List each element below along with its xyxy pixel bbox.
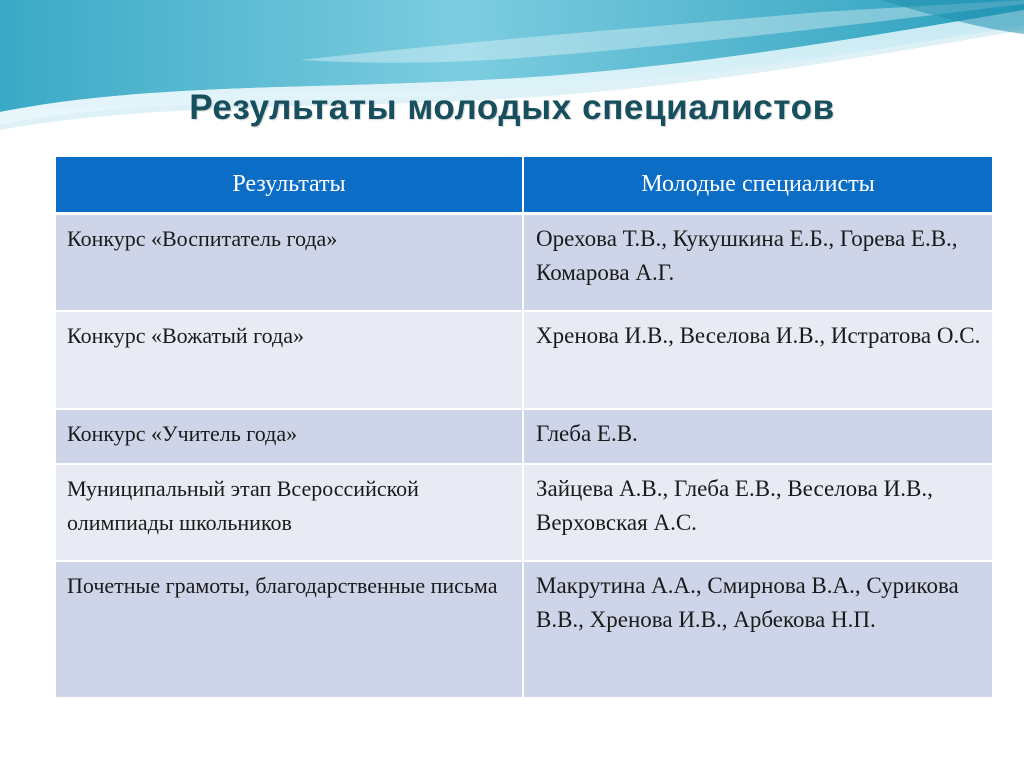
slide-title: Результаты молодых специалистов	[189, 88, 835, 127]
cell-specialists: Глеба Е.В.	[523, 409, 992, 464]
cell-specialists: Орехова Т.В., Кукушкина Е.Б., Горева Е.В., Комарова А.Г.	[523, 214, 992, 311]
cell-result: Муниципальный этап Всероссийской олимпиады школьников	[56, 464, 523, 561]
cell-specialists: Макрутина А.А., Смирнова В.А., Сурикова В.В., Хренова И.В., Арбекова Н.П.	[523, 561, 992, 698]
results-table-container	[56, 157, 992, 699]
table-row	[56, 214, 992, 311]
table-row	[56, 464, 992, 561]
table-row	[56, 311, 992, 409]
cell-result: Конкурс «Вожатый года»	[56, 311, 523, 409]
cell-specialists: Зайцева А.В., Глеба Е.В., Веселова И.В., Верховская А.С.	[523, 464, 992, 561]
results-table	[56, 157, 992, 699]
column-header-specialists: Молодые специалисты	[523, 157, 992, 214]
column-header-results: Результаты	[56, 157, 523, 214]
table-header-row	[56, 157, 992, 214]
cell-result: Конкурс «Воспитатель года»	[56, 214, 523, 311]
cell-result: Конкурс «Учитель года»	[56, 409, 523, 464]
table-row	[56, 409, 992, 464]
cell-specialists: Хренова И.В., Веселова И.В., Истратова О.С.	[523, 311, 992, 409]
cell-result: Почетные грамоты, благодарственные письма	[56, 561, 523, 698]
table-row	[56, 561, 992, 698]
